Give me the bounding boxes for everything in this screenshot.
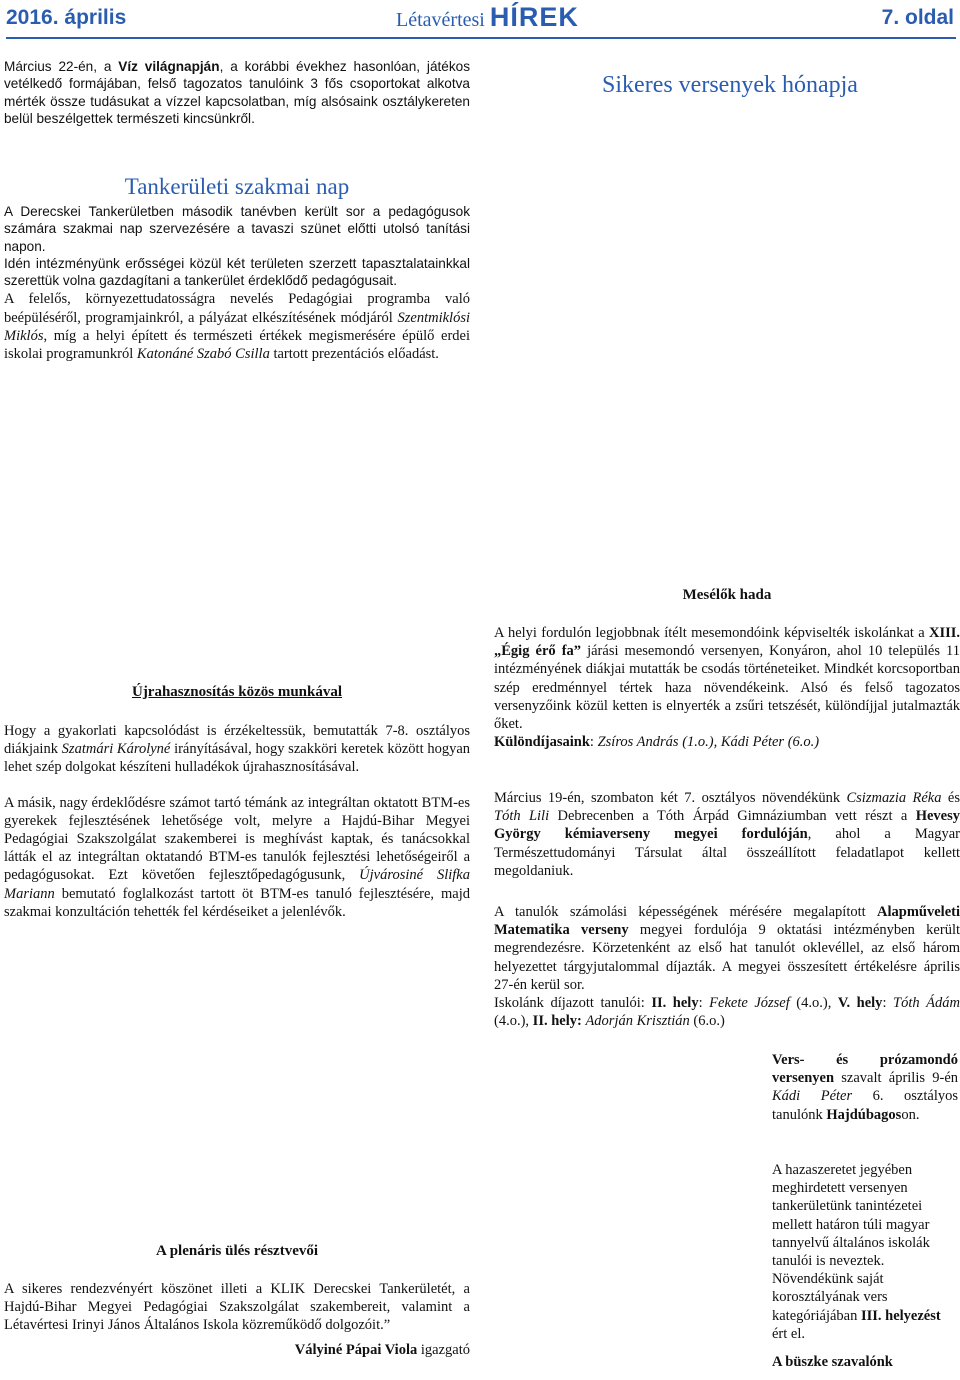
meselok-p1: A helyi fordulón legjobbnak ítélt mesemondóink képviselték iskolánkat a XIII. „Égig érő fa” járási mesemondó versenyen, Konyáron, ahol 10 település 11 intézményének diákjai mutatták be csodás történeteiket. Mindkét korcsoportban szép eredménnyel tértek haza növendékeink. Alsó és felső tagozatos versenyzőink közül ketten is elnyerték a zsűri tetszését, különdíjjal jutalmazták őket.	[494, 625, 960, 733]
issue-date: 2016. április	[6, 6, 127, 29]
hazaszeretet-caption: A büszke szavalónk	[772, 1354, 893, 1371]
article-szakmai-nap	[4, 203, 470, 363]
article-meselok	[494, 624, 960, 751]
hazaszeretet-p2: Növendékünk saját korosztályának vers kategóriájában III. helyezést ért el.	[772, 1271, 941, 1342]
article-matek	[494, 903, 960, 1030]
szakmai-nap-p2: Idén intézményünk erősségei közül két területen szerzett tapasztalatainkkal szerettük volna gazdagítani a tankerület érdeklődő pedagógusait.	[4, 255, 470, 289]
szakmai-nap-p3: A felelős, környezettudatosságra nevelés Pedagógiai programba való beépüléséről, programjainkról, a pályázat elkészítésének módjáról Szentmiklósi Miklós, míg a helyi épített és természeti értékek megismerésére épülő erdei iskolai programunkról Katonáné Szabó Csilla tartott prezentációs előadást.	[4, 291, 470, 363]
meselok-p2: Különdíjasaink: Zsíros András (1.o.), Kádi Péter (6.o.)	[494, 734, 820, 751]
plenaris-text: A sikeres rendezvényért köszönet illeti a KLIK Derecskei Tankerületét, a Hajdú-Bihar Megyei Pedagógiai Szakszolgálat szakembereit, valamint a Létavértesi Irinyi János Általános Iskola közreműködő dolgozóit.”	[4, 1281, 470, 1334]
article-vers	[772, 1051, 958, 1124]
ujrahasznositas-p2: A másik, nagy érdeklődésre számot tartó témánk az integráltan oktatott BTM-es gyerekek fejlesztésének lehetősége volt, melyre a Hajdú-Bihar Megyei Pedagógiai Szakszolgálat szakemberei is meghívást kaptak, és tanácsokkal látták el az integráltan oktatandó BTM-es tanulók fejlesztési lehetőségeiről a pedagógusokat. Ezt követően fejlesztőpedagógusunk, Újvárosiné Slifka Mariann bemutató foglalkozást tartott öt BTM-es tanuló fejlesztésére, majd szakmai konzultáción tehették fel kérdéseiket a jelenlévők.	[4, 794, 470, 920]
page-header	[6, 0, 956, 40]
matek-p1: A tanulók számolási képességének mérésére megalapított Alapműveleti Matematika verseny megyei fordulója 9 oktatási intézményben került megrendezésre. Körzetenként az első hat tanulót oklevéllel, az első három helyezettet tárgyjutalommal díjazták. A megyei összesített értékelésre április 27-én kerül sor.	[494, 904, 960, 993]
szakmai-nap-p1: A Derecskei Tankerületben második tanévben került sor a pedagógusok számára szakmai nap szervezésére a tavaszi szünet előtti utolsó tanítási napon.	[4, 204, 470, 254]
plenaris-signature: Vályiné Pápai Viola igazgató	[294, 1341, 470, 1358]
section-title-versenyek: Sikeres versenyek hónapja	[602, 72, 858, 98]
viz-vilagnap-text: Március 22-én, a Víz világnapján, a korábbi évekhez hasonlóan, játékos vetélkedő formájában, felső tagozatos tanulóink 3 fős csoportokat alkotva mérték össze tudásukat a vízzel kapcsolatban, míg alsósaink osztálykereten belül beszélgettek természeti kincsünkről.	[4, 59, 470, 126]
article-title-plenaris: A plenáris ülés résztvevői	[155, 1243, 319, 1259]
article-title-meselok: Mesélők hada	[682, 587, 772, 603]
page-number: 7. oldal	[881, 6, 954, 29]
article-plenaris	[4, 1280, 470, 1359]
header-rule	[6, 37, 956, 39]
article-title-ujrahasznositas: Újrahasznosítás közös munkával	[131, 684, 343, 700]
article-hazaszeretet	[772, 1161, 958, 1371]
ujrahasznositas-p1: Hogy a gyakorlati kapcsolódást is érzékeltessük, bemutatták 7-8. osztályos diákjaink Szatmári Károlyné irányításával, hogy szakköri keretek között hogyan lehet szép dolgokat készíteni hulladékok újrahasznosításával.	[4, 723, 471, 776]
article-viz-vilagnap	[4, 58, 470, 127]
newspaper-title-light: Létavértesi	[396, 9, 490, 31]
article-kemia	[494, 789, 960, 880]
vers-text: Vers- és prózamondó versenyen szavalt április 9-én Kádi Péter 6. osztályos tanulónk Hajdúbagoson.	[772, 1052, 958, 1123]
kemia-text: Március 19-én, szombaton két 7. osztályos növendékünk Csizmazia Réka és Tóth Lili Debrecenben a Tóth Árpád Gimnáziumban vett részt a Hevesy György kémiaverseny megyei fordulóján, ahol a Magyar Természettudományi Társulat által összeállított feladatlapot kellett megoldaniuk.	[494, 790, 960, 879]
article-ujrahasznositas	[4, 722, 470, 921]
newspaper-title	[396, 2, 579, 33]
newspaper-title-bold: HÍREK	[489, 2, 579, 32]
hazaszeretet-p1: A hazaszeretet jegyében meghirdetett versenyen tankerületünk tanintézetei mellett határon túli magyar tannyelvű általános iskolák tanulói is neveztek.	[772, 1162, 930, 1270]
article-title-szakmai-nap: Tankerületi szakmai nap	[124, 174, 350, 199]
matek-p2: Iskolánk díjazott tanulói: II. hely: Fekete József (4.o.), V. hely: Tóth Ádám (4.o.), II. hely: Adorján Krisztián (6.o.)	[494, 995, 960, 1030]
